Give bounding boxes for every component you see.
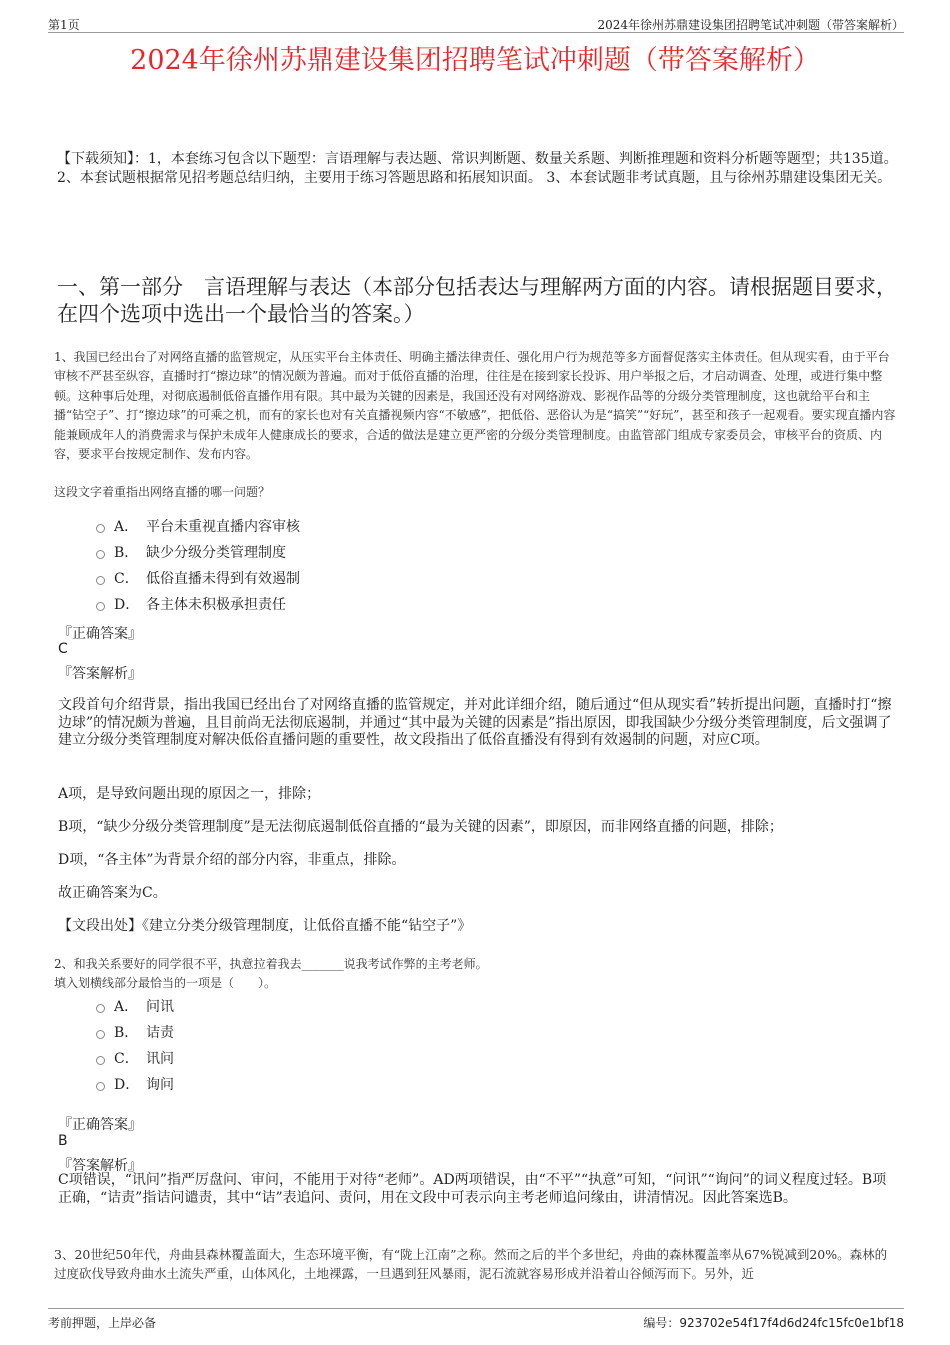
option-text: 低俗直播未得到有效遏制 <box>146 571 300 587</box>
option-label: B． <box>114 1025 139 1041</box>
option-text: 询问 <box>146 1077 174 1093</box>
option-label: B． <box>114 545 139 561</box>
option-label: A． <box>114 999 139 1015</box>
radio-icon[interactable] <box>96 1082 105 1091</box>
header-doc-title: 2024年徐州苏鼎建设集团招聘笔试冲刺题（带答案解析） <box>597 18 904 32</box>
section-heading: 一、第一部分 言语理解与表达（本部分包括表达与理解两方面的内容。请根据题目要求，在四个选项中选出一个最恰当的答案。） <box>57 275 897 326</box>
radio-icon[interactable] <box>96 1030 105 1039</box>
radio-icon[interactable] <box>96 1004 105 1013</box>
footer-id: 编号：923702e54f17f4d6d24fc15fc0e1bf18 <box>643 1316 904 1330</box>
q2-stem: 2、和我关系要好的同学很不平，执意拉着我去_______说我考试作弊的主考老师。 <box>54 957 488 971</box>
q2-answer: B <box>58 1133 68 1149</box>
option-label: C． <box>114 571 139 587</box>
q1-stem: 1、我国已经出台了对网络直播的监管规定，从压实平台主体责任、明确主播法律责任、强化用户行为规范等多方面督促落实主体责任。但从现实看，由于平台审核不严甚至纵容，直播时打“擦边球”的情况颇为普遍。而对于低俗直播的治理，往往是在接到家长投诉、用户举报之后，才启动调查、处理，或进行集中整顿。这种事后处理，对彻底遏制低俗直播作用有限。其中最为关键的因素是，我国还没有对网络游戏、影视作品等的分级分类管理制度，这也就给平台和主播“钻空子”、打“擦边球”的可乘之机，而有的家长也对有关直播视频内容“不敏感”，把低俗、恶俗认为是“搞笑”“好玩”，甚至和孩子一起观看。要实现直播内容能兼顾成年人的消费需求与保护未成年人健康成长的要求，合适的做法是建立更严密的分级分类管理制度。由监管部门组成专家委员会，审核平台的资质、内容，要求平台按规定制作、发布内容。 <box>54 350 896 462</box>
q2-answer-label: 『正确答案』 <box>58 1117 142 1133</box>
q1-analysis-paragraph: 故正确答案为C。 <box>58 885 167 901</box>
option-text: 平台未重视直播内容审核 <box>146 519 300 535</box>
option-text: 缺少分级分类管理制度 <box>146 545 286 561</box>
q2-analysis-label: 『答案解析』 <box>58 1158 142 1174</box>
radio-icon[interactable] <box>96 1056 105 1065</box>
option-label: D． <box>114 597 140 613</box>
q2-question: 填入划横线部分最恰当的一项是（ ）。 <box>54 976 277 990</box>
radio-icon[interactable] <box>96 524 105 533</box>
page-header <box>48 12 904 33</box>
q1-question: 这段文字着重指出网络直播的哪一问题？ <box>54 485 271 499</box>
radio-icon[interactable] <box>96 576 105 585</box>
radio-icon[interactable] <box>96 550 105 559</box>
q1-analysis-paragraph: 文段首句介绍背景，指出我国已经出台了对网络直播的监管规定，并对此详细介绍，随后通过“但从现实看”转折提出问题，直播时打“擦边球”的情况颇为普遍，且目前尚无法彻底遏制，并通过“其中最为关键的因素是”指出原因，即我国缺少分级分类管理制度，后文强调了建立分级分类管理制度对解决低俗直播问题的重要性，故文段指出了低俗直播没有得到有效遏制的问题，对应C项。 <box>58 697 892 749</box>
option-label: A． <box>114 519 139 535</box>
option-text: 各主体未积极承担责任 <box>146 597 286 613</box>
option-text: 诘责 <box>146 1025 174 1041</box>
option-text: 问讯 <box>146 999 174 1015</box>
q1-answer: C <box>58 641 68 657</box>
q2-analysis-paragraph: C项错误，“讯问”指严厉盘问、审问，不能用于对待“老师”。AD两项错误，由“不平”“执意”可知，“问讯”“询问”的词义程度过轻。B项正确，“诘责”指诘问谴责，其中“诘”表追问、责问，用在文段中可表示向主考老师追问缘由，讲清情况。因此答案选B。 <box>58 1172 887 1206</box>
option-text: 讯问 <box>146 1051 174 1067</box>
page-number: 第1页 <box>48 18 80 32</box>
q1-answer-label: 『正确答案』 <box>58 626 142 642</box>
q1-analysis-paragraph: A项，是导致问题出现的原因之一，排除； <box>58 786 321 802</box>
option-label: D． <box>114 1077 140 1093</box>
q1-analysis-paragraph: B项，“缺少分级分类管理制度”是无法彻底遏制低俗直播的“最为关键的因素”，即原因，而非网络直播的问题，排除； <box>58 819 783 835</box>
radio-icon[interactable] <box>96 602 105 611</box>
page-footer <box>48 1308 904 1333</box>
option-label: C． <box>114 1051 139 1067</box>
q3-stem: 3、20世纪50年代，舟曲县森林覆盖面大，生态环境平衡，有“陇上江南”之称。然而之后的半个多世纪，舟曲的森林覆盖率从67%锐减到20%。森林的过度砍伐导致舟曲水土流失严重，山体风化，土地裸露，一旦遇到狂风暴雨，泥石流就容易形成并沿着山谷倾泻而下。另外，近 <box>54 1247 888 1282</box>
footer-slogan: 考前押题，上岸必备 <box>48 1316 157 1330</box>
q1-source: 【文段出处】《建立分类分级管理制度，让低俗直播不能“钻空子”》 <box>58 918 472 934</box>
download-notice: 【下载须知】：1，本套练习包含以下题型：言语理解与表达题、常识判断题、数量关系题、判断推理题和资料分析题等题型；共135道。 2、本套试题根据常见招考题总结归纳，主要用于练习答题思路和拓展知识面。 3、本套试题非考试真题，且与徐州苏鼎建设集团无关。 <box>57 151 898 186</box>
q1-analysis-paragraph: D项，“各主体”为背景介绍的部分内容，非重点，排除。 <box>58 852 406 868</box>
page-title: 2024年徐州苏鼎建设集团招聘笔试冲刺题（带答案解析） <box>130 45 820 76</box>
q1-analysis-label: 『答案解析』 <box>58 666 142 682</box>
